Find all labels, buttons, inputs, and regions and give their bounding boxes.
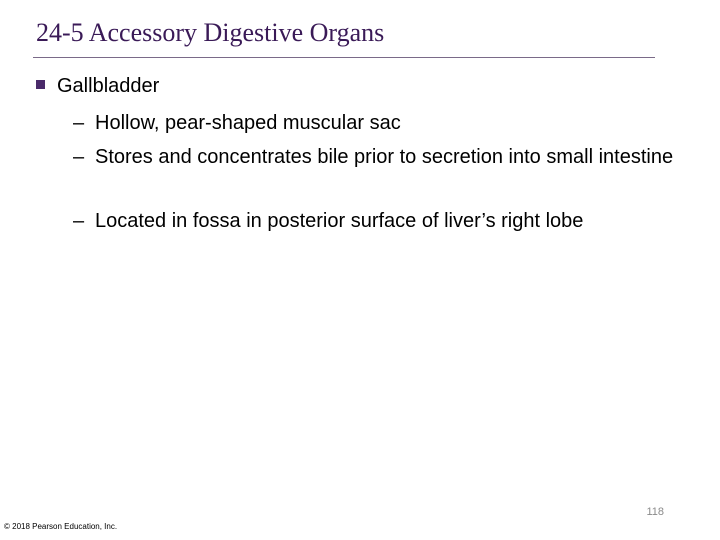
dash-bullet-icon: – (73, 146, 85, 168)
page-number: 118 (646, 506, 664, 518)
sub-bullet-text: Located in fossa in posterior surface of liver’s right lobe (95, 210, 584, 232)
square-bullet-icon (36, 80, 45, 89)
sub-bullet-text: Stores and concentrates bile prior to secretion into small intestine (95, 146, 674, 168)
bullet-label: Gallbladder (57, 75, 160, 97)
title-divider (33, 57, 655, 58)
bullet-item (36, 75, 159, 98)
copyright-notice: © 2018 Pearson Education, Inc. (4, 522, 118, 531)
slide-title: 24-5 Accessory Digestive Organs (36, 18, 385, 47)
sub-bullet-item (73, 206, 688, 236)
sub-bullet-text: Hollow, pear-shaped muscular sac (95, 112, 401, 134)
sub-bullet-item (73, 142, 688, 172)
dash-bullet-icon: – (73, 112, 85, 134)
dash-bullet-icon: – (73, 210, 85, 232)
sub-bullet-item (73, 108, 688, 138)
